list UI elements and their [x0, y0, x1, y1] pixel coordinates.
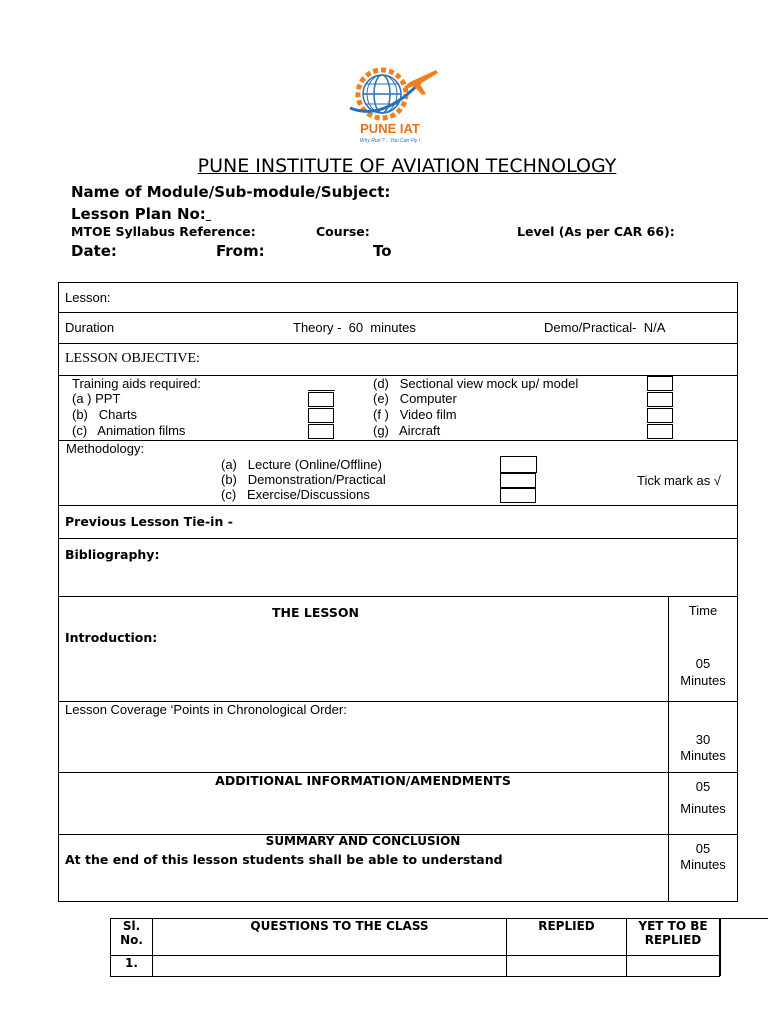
aid-item-video-film: [373, 407, 457, 422]
yet-to-be-replied-cell[interactable]: [627, 956, 720, 977]
lesson-coverage-label: Lesson Coverage ‘Points in Chronological Order:: [65, 702, 347, 717]
aid-item-ppt: [72, 391, 120, 406]
method-item-demonstration: [221, 472, 386, 487]
lesson-objective-label: LESSON OBJECTIVE:: [65, 351, 200, 366]
the-lesson-heading: THE LESSON: [272, 605, 359, 620]
aid-letter: (f ): [373, 407, 389, 422]
method-letter: (a): [221, 457, 237, 472]
time-unit: Minutes: [680, 673, 726, 688]
additional-time: [668, 779, 738, 816]
coverage-time: [668, 732, 738, 763]
time-value: 30: [695, 732, 711, 747]
tick-mark-note: Tick mark as √: [637, 473, 721, 488]
bibliography-label: Bibliography:: [65, 547, 160, 562]
header-line: YET TO BE: [638, 919, 708, 933]
aid-label: Charts: [98, 407, 138, 422]
aid-letter: (g): [373, 423, 389, 438]
intro-time: [668, 656, 738, 688]
summary-text: At the end of this lesson students shall be able to understand: [65, 852, 503, 867]
aid-label: Computer: [399, 391, 457, 406]
aid-label: Video film: [399, 407, 457, 422]
table-row: [111, 956, 720, 977]
row-divider: [58, 538, 738, 539]
aid-letter: (b): [72, 407, 88, 422]
method-letter: (b): [221, 472, 237, 487]
course-label: Course:: [316, 224, 370, 239]
aid-letter: (a ): [72, 391, 92, 406]
row-divider: [58, 312, 738, 313]
institute-title: PUNE INSTITUTE OF AVIATION TECHNOLOGY: [197, 155, 617, 177]
time-unit: Minutes: [680, 748, 726, 763]
level-label: Level (As per CAR 66):: [517, 224, 675, 239]
to-label: To: [373, 242, 392, 260]
header-text: QUESTIONS TO THE CLASS: [250, 919, 429, 933]
aid-label: PPT: [95, 391, 121, 406]
row-divider: [58, 505, 738, 506]
aid-label: Aircraft: [399, 423, 441, 438]
row-divider: [58, 440, 738, 441]
demo-duration: Demo/Practical- N/A: [544, 320, 666, 335]
sl-no-cell: 1.: [111, 956, 153, 977]
aid-item-mockup: [373, 376, 578, 391]
table-extra-column: [720, 918, 768, 976]
mtoe-label: MTOE Syllabus Reference:: [71, 224, 256, 239]
lesson-plan-label: Lesson Plan No:: [71, 205, 206, 223]
aid-checkbox-aircraft[interactable]: [647, 424, 673, 439]
header-line: Sl.: [122, 919, 141, 933]
time-unit: Minutes: [680, 857, 726, 872]
method-label: Demonstration/Practical: [247, 472, 386, 487]
aid-item-animation-films: [72, 423, 185, 438]
time-value: 05: [695, 779, 711, 794]
table-header-row: [111, 919, 720, 956]
method-item-exercise: [221, 487, 370, 502]
introduction-label: Introduction:: [65, 630, 158, 645]
questions-header: [153, 919, 507, 956]
aid-label: Sectional view mock up/ model: [399, 376, 579, 391]
aid-item-aircraft: [373, 423, 440, 438]
time-value: 05: [695, 841, 711, 856]
row-divider: [58, 343, 738, 344]
method-checkbox-demonstration[interactable]: [500, 473, 536, 488]
previous-lesson-label: Previous Lesson Tie-in -: [65, 514, 233, 529]
logo-tagline: Why Run ? ...You Can Fly !: [359, 138, 421, 144]
time-unit: Minutes: [680, 801, 726, 816]
time-header: Time: [688, 603, 718, 618]
sl-no-header: [111, 919, 153, 956]
duration-label: Duration: [65, 320, 115, 335]
aid-item-computer: [373, 391, 457, 406]
logo-text: PUNE IAT: [360, 121, 420, 136]
aid-checkbox-top[interactable]: [308, 376, 335, 391]
aid-checkbox-video-film[interactable]: [647, 408, 673, 423]
from-label: From:: [216, 242, 265, 260]
additional-info-heading: ADDITIONAL INFORMATION/AMENDMENTS: [215, 773, 511, 788]
method-checkbox-lecture[interactable]: [500, 456, 537, 473]
aid-letter: (e): [373, 391, 389, 406]
header-line: REPLIED: [644, 933, 702, 947]
module-label: Name of Module/Sub-module/Subject:: [71, 183, 391, 201]
pune-iat-logo: [340, 64, 440, 154]
yet-to-be-replied-header: [627, 919, 720, 956]
aid-checkbox-mockup[interactable]: [647, 376, 673, 391]
method-label: Exercise/Discussions: [247, 487, 370, 502]
aid-checkbox-animation-films[interactable]: [308, 424, 334, 439]
lesson-label: Lesson:: [65, 290, 111, 305]
aid-label: Animation films: [97, 423, 186, 438]
method-checkbox-exercise[interactable]: [500, 488, 536, 503]
question-cell[interactable]: [153, 956, 507, 977]
theory-duration: Theory - 60 minutes: [293, 320, 416, 335]
aid-checkbox-charts[interactable]: [308, 408, 334, 423]
aid-item-charts: [72, 407, 137, 422]
date-label: Date:: [71, 242, 117, 260]
aid-letter: (c): [72, 423, 88, 438]
row-divider: [58, 596, 738, 597]
questions-table: [110, 918, 720, 977]
summary-heading: SUMMARY AND CONCLUSION: [265, 834, 461, 848]
aid-checkbox-ppt[interactable]: [308, 392, 334, 407]
time-value: 05: [695, 656, 711, 671]
training-aids-label: Training aids required:: [72, 376, 201, 391]
replied-header: [507, 919, 627, 956]
aid-checkbox-computer[interactable]: [647, 392, 673, 407]
method-letter: (c): [221, 487, 237, 502]
replied-cell[interactable]: [507, 956, 627, 977]
aid-letter: (d): [373, 376, 389, 391]
header-line: No.: [120, 933, 143, 947]
methodology-label: Methodology:: [66, 441, 145, 456]
method-label: Lecture (Online/Offline): [247, 457, 382, 472]
method-item-lecture: [221, 457, 382, 472]
summary-time: [668, 841, 738, 872]
header-text: REPLIED: [538, 919, 595, 933]
